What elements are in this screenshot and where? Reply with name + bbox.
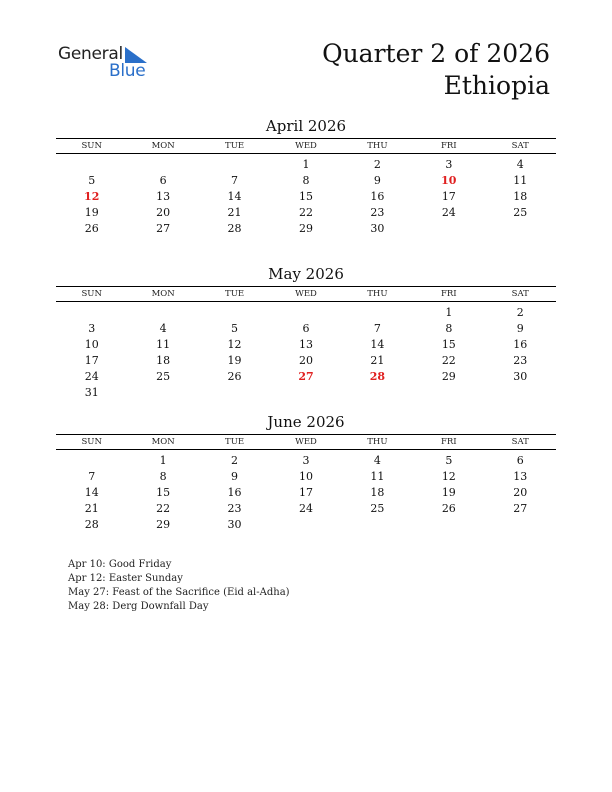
day-cell: 11 (156, 337, 171, 351)
day-cell: 6 (302, 321, 310, 335)
day-cell: 16 (370, 189, 385, 203)
day-cell: 27 (156, 221, 171, 235)
logo-text-general: General (58, 44, 123, 64)
day-cell: 9 (516, 321, 524, 335)
day-cell: 28 (84, 517, 99, 531)
week-row (56, 156, 556, 172)
day-cell: 15 (441, 337, 456, 351)
day-cell: 21 (370, 353, 385, 367)
week-row (56, 368, 556, 384)
weekday-label: FRI (440, 141, 457, 151)
day-cell: 8 (302, 173, 310, 187)
day-cell: 11 (370, 469, 385, 483)
weekday-label: TUE (225, 141, 245, 151)
day-cell: 21 (227, 205, 242, 219)
day-cell: 14 (370, 337, 385, 351)
day-cell: 6 (516, 453, 524, 467)
day-cell: 27 (298, 369, 314, 383)
day-cell: 7 (373, 321, 381, 335)
day-cell: 7 (231, 173, 239, 187)
day-cell: 12 (227, 337, 242, 351)
day-cell: 13 (513, 469, 528, 483)
day-cell: 5 (445, 453, 453, 467)
day-cell: 14 (84, 485, 99, 499)
week-row (56, 220, 556, 236)
holiday-note: Apr 12: Easter Sunday (68, 573, 183, 584)
day-cell: 28 (369, 369, 386, 383)
day-cell: 15 (156, 485, 171, 499)
day-cell: 22 (156, 501, 171, 515)
day-cell: 25 (370, 501, 385, 515)
week-row (56, 188, 556, 204)
day-cell: 6 (159, 173, 167, 187)
day-cell: 24 (441, 205, 456, 219)
day-cell: 24 (84, 369, 99, 383)
day-cell: 25 (513, 205, 528, 219)
day-cell: 8 (159, 469, 167, 483)
day-cell: 1 (445, 305, 453, 319)
week-row (56, 500, 556, 516)
day-cell: 4 (373, 453, 381, 467)
day-cell: 20 (298, 353, 313, 367)
day-cell: 26 (441, 501, 456, 515)
holiday-notes (68, 558, 290, 614)
day-cell: 19 (227, 353, 242, 367)
month-calendar-june (56, 412, 556, 532)
day-cell: 20 (513, 485, 528, 499)
day-cell: 12 (84, 189, 100, 203)
weekday-label: SUN (81, 289, 102, 299)
day-cell: 11 (513, 173, 528, 187)
holiday-note: May 28: Derg Downfall Day (68, 601, 209, 612)
day-cell: 14 (227, 189, 242, 203)
month-calendar-may (56, 264, 556, 400)
day-cell: 16 (227, 485, 242, 499)
week-row (56, 320, 556, 336)
day-cell: 21 (84, 501, 99, 515)
day-cell: 25 (156, 369, 171, 383)
weekday-label: WED (295, 437, 317, 447)
day-cell: 18 (156, 353, 171, 367)
day-cell: 30 (513, 369, 528, 383)
day-cell: 24 (298, 501, 313, 515)
day-cell: 4 (159, 321, 167, 335)
weekday-label: THU (367, 289, 388, 299)
day-cell: 22 (298, 205, 313, 219)
month-title: May 2026 (268, 265, 344, 283)
day-cell: 10 (84, 337, 99, 351)
week-row (56, 452, 556, 468)
day-cell: 3 (302, 453, 310, 467)
day-cell: 7 (88, 469, 96, 483)
day-cell: 29 (298, 221, 313, 235)
weekday-label: TUE (225, 289, 245, 299)
day-cell: 30 (370, 221, 385, 235)
weekday-label: MON (151, 141, 175, 151)
week-row (56, 468, 556, 484)
holiday-note: May 27: Feast of the Sacrifice (Eid al-Adha) (68, 587, 290, 598)
week-row (56, 204, 556, 220)
weeks-grid (56, 452, 556, 532)
day-cell: 29 (441, 369, 456, 383)
day-cell: 15 (298, 189, 313, 203)
weekday-label: TUE (225, 437, 245, 447)
day-cell: 17 (298, 485, 313, 499)
holiday-note: Apr 10: Good Friday (68, 559, 172, 570)
day-cell: 28 (227, 221, 242, 235)
day-cell: 17 (84, 353, 99, 367)
week-row (56, 484, 556, 500)
day-cell: 2 (231, 453, 239, 467)
day-cell: 19 (84, 205, 99, 219)
weekday-label: WED (295, 289, 317, 299)
day-cell: 2 (516, 305, 524, 319)
day-cell: 10 (441, 173, 457, 187)
weekday-header (56, 434, 556, 450)
day-cell: 18 (370, 485, 385, 499)
week-row (56, 304, 556, 320)
weekday-label: MON (151, 437, 175, 447)
day-cell: 8 (445, 321, 453, 335)
day-cell: 5 (231, 321, 239, 335)
week-row (56, 352, 556, 368)
day-cell: 30 (227, 517, 242, 531)
day-cell: 12 (441, 469, 456, 483)
weekday-label: SAT (511, 141, 529, 151)
day-cell: 23 (513, 353, 528, 367)
day-cell: 22 (441, 353, 456, 367)
weekday-label: FRI (440, 289, 457, 299)
month-title: April 2026 (265, 117, 347, 135)
day-cell: 2 (373, 157, 381, 171)
day-cell: 26 (84, 221, 99, 235)
weekday-header (56, 138, 556, 154)
weekday-label: THU (367, 141, 388, 151)
title-quarter: Quarter 2 of 2026 (322, 39, 550, 68)
day-cell: 10 (298, 469, 313, 483)
day-cell: 20 (156, 205, 171, 219)
weekday-label: FRI (440, 437, 457, 447)
day-cell: 17 (441, 189, 456, 203)
month-title: June 2026 (267, 413, 345, 431)
day-cell: 13 (156, 189, 171, 203)
day-cell: 29 (156, 517, 171, 531)
weeks-grid (56, 156, 556, 236)
day-cell: 26 (227, 369, 242, 383)
weekday-label: SUN (81, 437, 102, 447)
day-cell: 1 (159, 453, 167, 467)
weekday-label: SUN (81, 141, 102, 151)
weekday-header (56, 286, 556, 302)
week-row (56, 384, 556, 400)
day-cell: 31 (84, 385, 99, 399)
title-country: Ethiopia (443, 71, 550, 100)
weekday-label: THU (367, 437, 388, 447)
day-cell: 27 (513, 501, 528, 515)
day-cell: 3 (88, 321, 96, 335)
weekday-label: SAT (511, 289, 529, 299)
day-cell: 1 (302, 157, 310, 171)
weekday-label: SAT (511, 437, 529, 447)
day-cell: 9 (231, 469, 239, 483)
day-cell: 23 (370, 205, 385, 219)
day-cell: 16 (513, 337, 528, 351)
day-cell: 18 (513, 189, 528, 203)
weekday-label: MON (151, 289, 175, 299)
day-cell: 23 (227, 501, 242, 515)
day-cell: 5 (88, 173, 96, 187)
weekday-label: WED (295, 141, 317, 151)
day-cell: 4 (516, 157, 524, 171)
generalblue-logo (58, 44, 158, 84)
day-cell: 13 (298, 337, 313, 351)
week-row (56, 336, 556, 352)
week-row (56, 172, 556, 188)
day-cell: 19 (441, 485, 456, 499)
weeks-grid (56, 304, 556, 400)
week-row (56, 516, 556, 532)
day-cell: 9 (373, 173, 381, 187)
page-title (322, 38, 550, 102)
day-cell: 3 (445, 157, 453, 171)
logo-text-blue: Blue (109, 61, 146, 81)
month-calendar-april (56, 116, 556, 236)
